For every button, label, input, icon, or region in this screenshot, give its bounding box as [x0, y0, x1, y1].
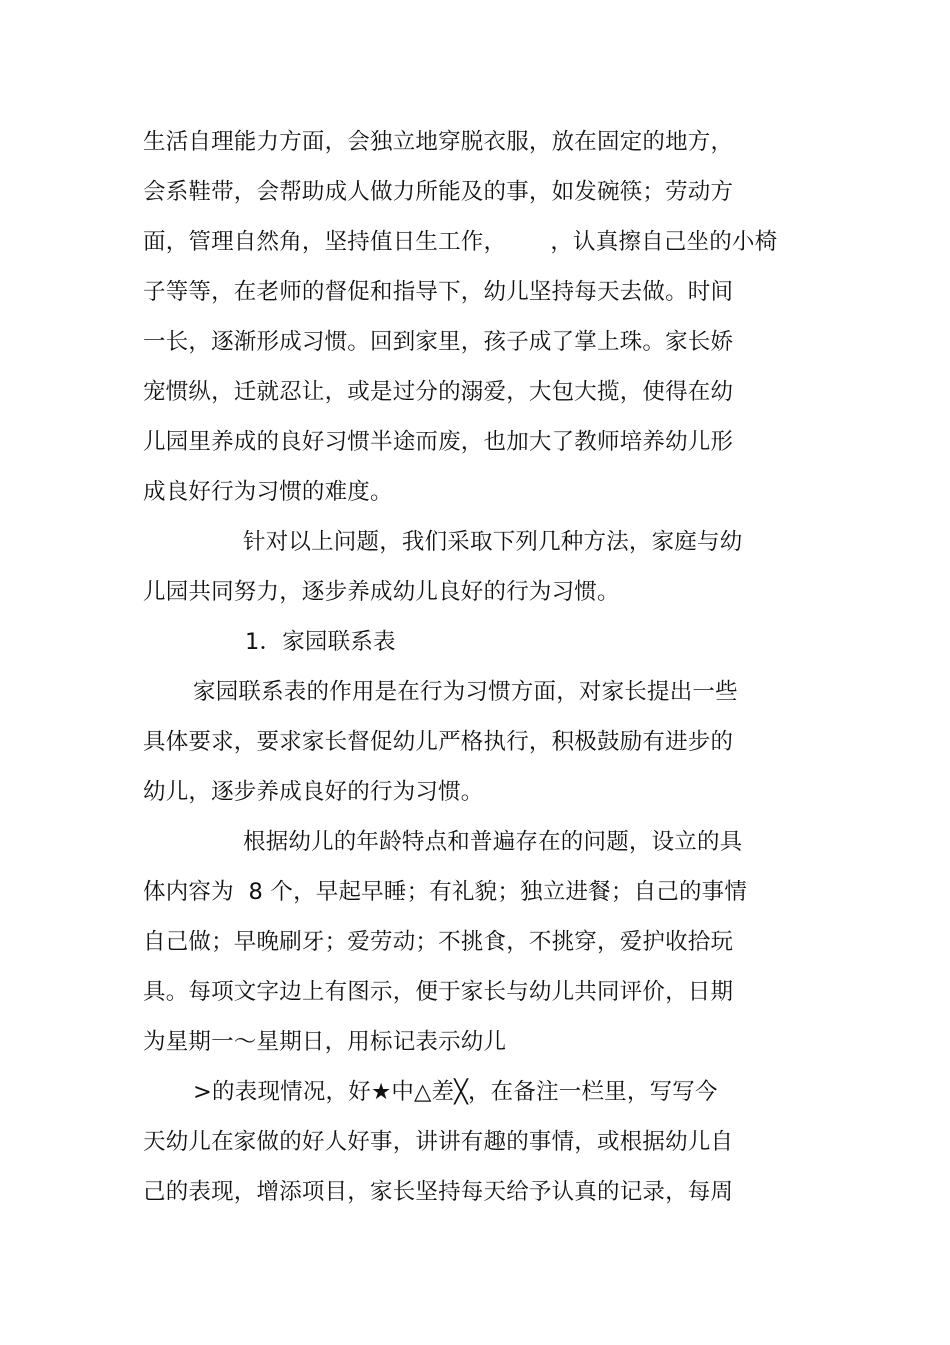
text-line: 具体要求，要求家长督促幼儿严格执行，积极鼓励有进步的 [143, 729, 734, 755]
text-line: 儿园共同努力，逐步养成幼儿良好的行为习惯。 [143, 579, 620, 605]
paragraph-start-line: 针对以上问题，我们采取下列几种方法，家庭与幼 [243, 529, 743, 555]
text-line: 成良好行为习惯的难度。 [143, 479, 393, 505]
text-line: 天幼儿在家做的好人好事，讲讲有趣的事情，或根据幼儿自 [143, 1129, 734, 1155]
text-line: 宠惯纵，迁就忍让，或是过分的溺爱，大包大揽，使得在幼 [143, 379, 734, 405]
text-line: 体内容为 8 个，早起早睡；有礼貌；独立进餐；自己的事情 [143, 879, 748, 905]
section-heading: 1．家园联系表 [245, 629, 396, 655]
text-line: 己的表现，增添项目，家长坚持每天给予认真的记录，每周 [143, 1179, 734, 1205]
text-line: 自己做；早晚刷牙；爱劳动；不挑食，不挑穿，爱护收拾玩 [143, 929, 734, 955]
text-line: 具。每项文字边上有图示，便于家长与幼儿共同评价，日期 [143, 979, 734, 1005]
paragraph-start-line: >的表现情况，好★中△差╳，在备注一栏里，写写今 [193, 1079, 718, 1105]
text-line: 面，管理自然角，坚持值日生工作， ，认真擦自己坐的小椅 [143, 229, 778, 255]
text-line: 子等等，在老师的督促和指导下，幼儿坚持每天去做。时间 [143, 279, 734, 305]
text-line: 一长，逐渐形成习惯。回到家里，孩子成了掌上珠。家长娇 [143, 329, 734, 355]
paragraph-start-line: 家园联系表的作用是在行为习惯方面，对家长提出一些 [193, 679, 738, 705]
text-line: 幼儿，逐步养成良好的行为习惯。 [143, 779, 484, 805]
text-line: 生活自理能力方面，会独立地穿脱衣服，放在固定的地方， [143, 129, 734, 155]
text-line: 儿园里养成的良好习惯半途而废，也加大了教师培养幼儿形 [143, 429, 734, 455]
text-line: 为星期一～星期日，用标记表示幼儿 [143, 1029, 507, 1055]
text-line: 会系鞋带，会帮助成人做力所能及的事，如发碗筷；劳动方 [143, 179, 734, 205]
paragraph-start-line: 根据幼儿的年龄特点和普遍存在的问题，设立的具 [243, 829, 743, 855]
